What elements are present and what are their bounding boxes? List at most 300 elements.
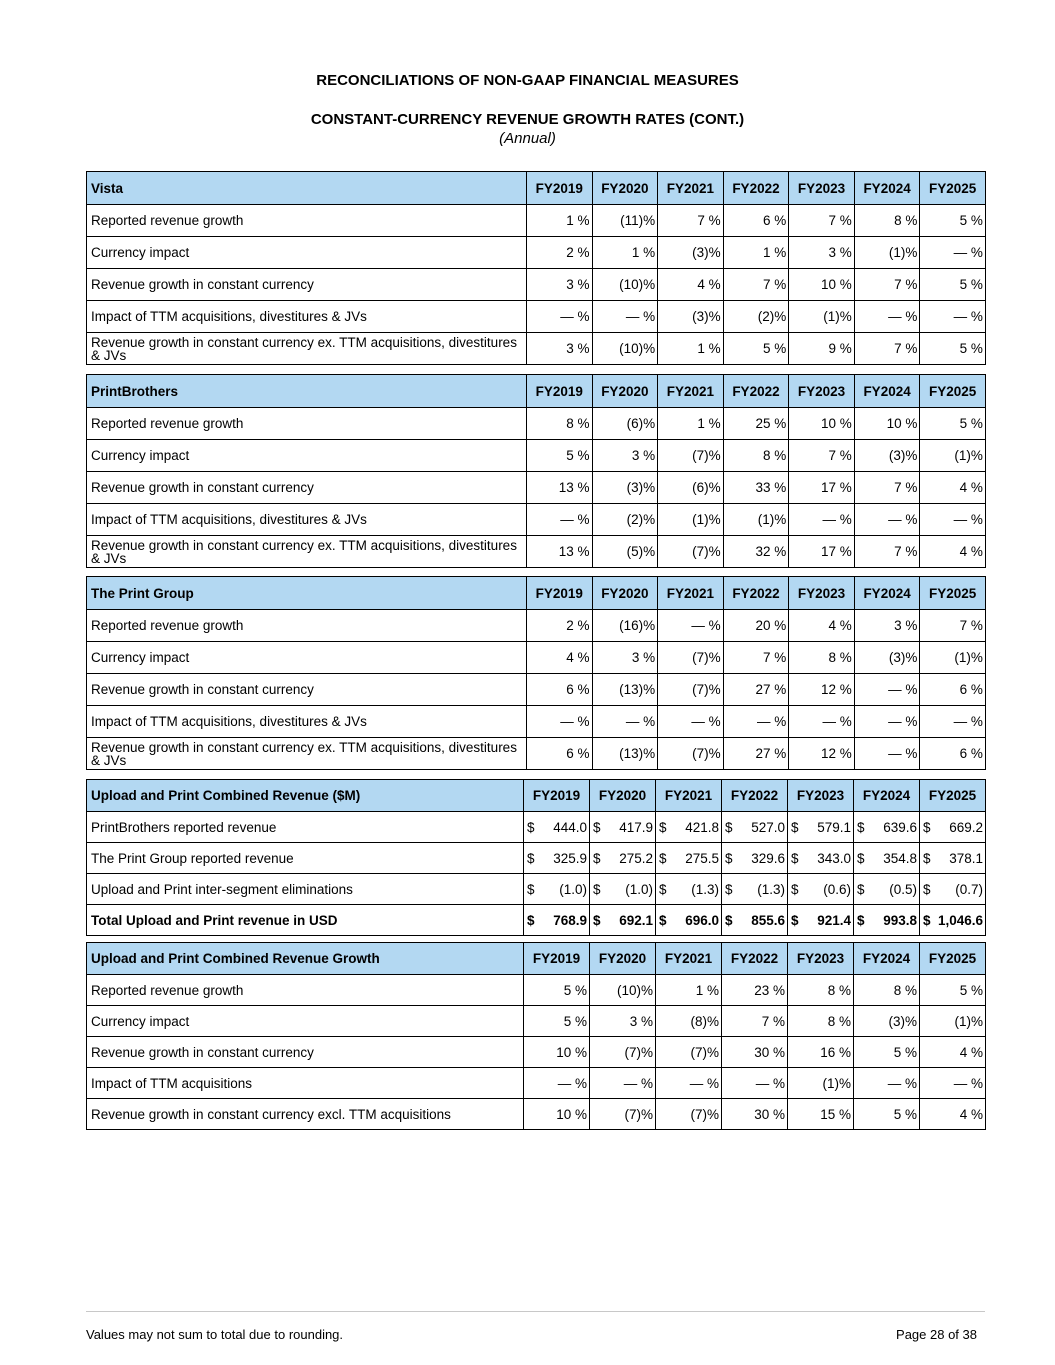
table-row [87, 874, 986, 905]
table-row [87, 610, 986, 642]
row-label: Currency impact [87, 440, 527, 472]
cell-value: 6 % [920, 738, 986, 770]
table-row [87, 1099, 986, 1130]
cell-value: (7)% [656, 1037, 722, 1068]
cell-value: 9 % [789, 333, 855, 365]
cell-value: — % [854, 301, 920, 333]
cell-value: (1)% [854, 237, 920, 269]
cell-value: — % [527, 706, 593, 738]
cell-value: 8 % [527, 408, 593, 440]
year-header: FY2019 [527, 375, 593, 408]
currency-symbol: $ [593, 850, 601, 866]
table-title: Upload and Print Combined Revenue ($M) [87, 780, 524, 812]
currency-symbol: $ [923, 912, 931, 928]
cell-value: — % [854, 706, 920, 738]
currency-symbol: $ [593, 881, 601, 897]
currency-symbol: $ [791, 819, 799, 835]
table-row [87, 674, 986, 706]
cell-value: 3 % [590, 1006, 656, 1037]
cell-value: 23 % [722, 975, 788, 1006]
cell-value: 12 % [789, 674, 855, 706]
year-header: FY2020 [592, 172, 658, 205]
cell-value: (3)% [658, 301, 724, 333]
row-label: Currency impact [87, 237, 527, 269]
cell-value: — % [722, 1068, 788, 1099]
cell-value: 10 % [789, 269, 855, 301]
cell-value: 3 % [789, 237, 855, 269]
row-label: Reported revenue growth [87, 975, 524, 1006]
cell-value: — % [920, 504, 986, 536]
cell-value: (13)% [592, 674, 658, 706]
currency-cell [656, 874, 722, 905]
cell-value: (3)% [854, 440, 920, 472]
cell-value: (6)% [658, 472, 724, 504]
table-title: Upload and Print Combined Revenue Growth [87, 943, 524, 975]
currency-symbol: $ [725, 881, 733, 897]
cell-value: 27 % [723, 674, 789, 706]
row-label: Revenue growth in constant currency ex. TTM acquisitions, divestitures & JVs [87, 738, 527, 770]
row-label: Upload and Print inter-segment eliminations [87, 874, 524, 905]
cell-value: (10)% [592, 333, 658, 365]
year-header: FY2019 [527, 172, 593, 205]
cell-value: 32 % [723, 536, 789, 568]
currency-symbol: $ [725, 819, 733, 835]
cell-value: 7 % [920, 610, 986, 642]
cell-value: — % [920, 237, 986, 269]
cell-value: (1)% [788, 1068, 854, 1099]
cell-value: — % [920, 301, 986, 333]
cell-value: — % [789, 504, 855, 536]
currency-cell [854, 874, 920, 905]
cell-value: 7 % [789, 440, 855, 472]
cell-value: — % [527, 504, 593, 536]
currency-cell [722, 812, 788, 843]
row-label: Impact of TTM acquisitions, divestitures & JVs [87, 706, 527, 738]
cell-value: 5 % [723, 333, 789, 365]
table-header-row [87, 577, 986, 610]
currency-cell [854, 812, 920, 843]
table-row [87, 408, 986, 440]
cell-value: 13 % [527, 472, 593, 504]
table-row [87, 269, 986, 301]
cell-value: (8)% [656, 1006, 722, 1037]
cell-value: 3 % [527, 333, 593, 365]
cell-value: 7 % [723, 642, 789, 674]
footer-note: Values may not sum to total due to rounding. [86, 1327, 344, 1342]
cell-value: (0.5) [889, 881, 917, 897]
cell-value: 1 % [592, 237, 658, 269]
table-row [87, 738, 986, 770]
currency-symbol: $ [923, 850, 931, 866]
cell-value: — % [854, 674, 920, 706]
year-header: FY2021 [656, 780, 722, 812]
cell-value: — % [592, 301, 658, 333]
cell-value: 4 % [920, 472, 986, 504]
currency-cell [524, 905, 590, 936]
cell-value: 5 % [527, 440, 593, 472]
cell-value: (3)% [592, 472, 658, 504]
cell-value: 417.9 [619, 819, 653, 835]
row-label: Revenue growth in constant currency [87, 269, 527, 301]
row-label: Currency impact [87, 642, 527, 674]
row-label: Revenue growth in constant currency ex. TTM acquisitions, divestitures & JVs [87, 536, 527, 568]
currency-symbol: $ [791, 912, 799, 928]
row-label: Impact of TTM acquisitions [87, 1068, 524, 1099]
year-header: FY2023 [789, 577, 855, 610]
cell-value: (1)% [723, 504, 789, 536]
cell-value: 639.6 [883, 819, 917, 835]
cell-value: 7 % [854, 472, 920, 504]
currency-cell [722, 843, 788, 874]
table-header-row [87, 943, 986, 975]
table-row [87, 812, 986, 843]
cell-value: 6 % [920, 674, 986, 706]
row-label: The Print Group reported revenue [87, 843, 524, 874]
cell-value: (1.0) [559, 881, 587, 897]
cell-value: 1 % [658, 408, 724, 440]
row-label: Total Upload and Print revenue in USD [87, 905, 524, 936]
cell-value: (10)% [592, 269, 658, 301]
cell-value: 696.0 [685, 912, 719, 928]
year-header: FY2022 [723, 375, 789, 408]
row-label: Revenue growth in constant currency [87, 674, 527, 706]
page-title: RECONCILIATIONS OF NON-GAAP FINANCIAL MEASURES [316, 72, 739, 89]
year-header: FY2024 [854, 577, 920, 610]
year-header: FY2024 [854, 172, 920, 205]
cell-value: 8 % [854, 975, 920, 1006]
cell-value: (1.3) [691, 881, 719, 897]
cell-value: 325.9 [553, 850, 587, 866]
table-header-row [87, 375, 986, 408]
cell-value: — % [723, 706, 789, 738]
cell-value: 354.8 [883, 850, 917, 866]
cell-value: — % [854, 1068, 920, 1099]
year-header: FY2023 [788, 943, 854, 975]
cell-value: (10)% [590, 975, 656, 1006]
currency-cell [590, 874, 656, 905]
year-header: FY2021 [656, 943, 722, 975]
table-row [87, 440, 986, 472]
cell-value: — % [854, 738, 920, 770]
currency-symbol: $ [857, 819, 865, 835]
cell-value: 15 % [788, 1099, 854, 1130]
cell-value: — % [527, 301, 593, 333]
row-label: Revenue growth in constant currency ex. TTM acquisitions, divestitures & JVs [87, 333, 527, 365]
cell-value: 4 % [789, 610, 855, 642]
table-5 [86, 942, 986, 1130]
table-row [87, 975, 986, 1006]
currency-symbol: $ [791, 850, 799, 866]
year-header: FY2022 [723, 172, 789, 205]
year-header: FY2022 [722, 780, 788, 812]
cell-value: (1.3) [757, 881, 785, 897]
currency-symbol: $ [527, 850, 535, 866]
currency-cell [788, 812, 854, 843]
cell-value: 13 % [527, 536, 593, 568]
year-header: FY2023 [788, 780, 854, 812]
cell-value: 7 % [789, 205, 855, 237]
cell-value: 7 % [722, 1006, 788, 1037]
cell-value: 3 % [527, 269, 593, 301]
cell-value: 12 % [789, 738, 855, 770]
cell-value: (0.7) [955, 881, 983, 897]
cell-value: 6 % [527, 738, 593, 770]
cell-value: 4 % [527, 642, 593, 674]
cell-value: 10 % [854, 408, 920, 440]
cell-value: 993.8 [883, 912, 917, 928]
currency-cell [656, 843, 722, 874]
cell-value: 5 % [920, 205, 986, 237]
cell-value: 16 % [788, 1037, 854, 1068]
year-header: FY2019 [524, 780, 590, 812]
currency-symbol: $ [659, 850, 667, 866]
currency-symbol: $ [725, 912, 733, 928]
cell-value: (7)% [658, 674, 724, 706]
cell-value: 6 % [527, 674, 593, 706]
row-label: Revenue growth in constant currency [87, 1037, 524, 1068]
table-title: The Print Group [87, 577, 527, 610]
cell-value: 5 % [854, 1037, 920, 1068]
row-label: Impact of TTM acquisitions, divestitures & JVs [87, 301, 527, 333]
row-label: Revenue growth in constant currency [87, 472, 527, 504]
cell-value: 5 % [920, 269, 986, 301]
table-row [87, 504, 986, 536]
year-header: FY2021 [658, 577, 724, 610]
cell-value: 3 % [592, 440, 658, 472]
year-header: FY2019 [524, 943, 590, 975]
cell-value: 25 % [723, 408, 789, 440]
table-4 [86, 779, 986, 936]
cell-value: 527.0 [751, 819, 785, 835]
cell-value: 444.0 [553, 819, 587, 835]
table-row [87, 237, 986, 269]
cell-value: 692.1 [619, 912, 653, 928]
year-header: FY2024 [854, 780, 920, 812]
cell-value: 33 % [723, 472, 789, 504]
cell-value: (3)% [658, 237, 724, 269]
currency-cell [920, 843, 986, 874]
cell-value: (2)% [592, 504, 658, 536]
cell-value: 27 % [723, 738, 789, 770]
footer-divider [86, 1311, 985, 1312]
currency-cell [656, 812, 722, 843]
cell-value: — % [656, 1068, 722, 1099]
cell-value: 275.5 [685, 850, 719, 866]
cell-value: 7 % [854, 333, 920, 365]
currency-cell [656, 905, 722, 936]
table-row [87, 301, 986, 333]
cell-value: (1)% [920, 642, 986, 674]
cell-value: 7 % [854, 536, 920, 568]
year-header: FY2025 [920, 577, 986, 610]
cell-value: (7)% [658, 440, 724, 472]
currency-symbol: $ [527, 912, 535, 928]
cell-value: (3)% [854, 642, 920, 674]
row-label: Reported revenue growth [87, 610, 527, 642]
currency-symbol: $ [593, 819, 601, 835]
cell-value: 10 % [789, 408, 855, 440]
currency-cell [590, 905, 656, 936]
cell-value: 3 % [854, 610, 920, 642]
cell-value: (1)% [920, 1006, 986, 1037]
cell-value: 4 % [920, 1037, 986, 1068]
row-label: Reported revenue growth [87, 408, 527, 440]
currency-cell [920, 905, 986, 936]
year-header: FY2022 [722, 943, 788, 975]
cell-value: 329.6 [751, 850, 785, 866]
cell-value: 579.1 [817, 819, 851, 835]
year-header: FY2025 [920, 375, 986, 408]
cell-value: 921.4 [817, 912, 851, 928]
currency-symbol: $ [791, 881, 799, 897]
table-3 [86, 576, 986, 770]
currency-symbol: $ [857, 912, 865, 928]
table-row [87, 706, 986, 738]
currency-cell [722, 874, 788, 905]
currency-symbol: $ [593, 912, 601, 928]
currency-cell [788, 874, 854, 905]
cell-value: — % [658, 610, 724, 642]
cell-value: 669.2 [949, 819, 983, 835]
table-row [87, 905, 986, 936]
cell-value: 5 % [920, 408, 986, 440]
cell-value: (1)% [658, 504, 724, 536]
cell-value: 3 % [592, 642, 658, 674]
row-label: PrintBrothers reported revenue [87, 812, 524, 843]
cell-value: — % [854, 504, 920, 536]
cell-value: 2 % [527, 237, 593, 269]
page-number: Page 28 of 38 [896, 1327, 977, 1342]
row-label: Revenue growth in constant currency excl. TTM acquisitions [87, 1099, 524, 1130]
year-header: FY2020 [590, 780, 656, 812]
table-row [87, 1037, 986, 1068]
cell-value: 5 % [920, 333, 986, 365]
cell-value: (3)% [854, 1006, 920, 1037]
cell-value: 5 % [920, 975, 986, 1006]
cell-value: 855.6 [751, 912, 785, 928]
cell-value: 1 % [723, 237, 789, 269]
year-header: FY2021 [658, 375, 724, 408]
currency-cell [524, 812, 590, 843]
cell-value: 7 % [658, 205, 724, 237]
table-title: PrintBrothers [87, 375, 527, 408]
currency-cell [854, 905, 920, 936]
row-label: Currency impact [87, 1006, 524, 1037]
cell-value: 2 % [527, 610, 593, 642]
cell-value: — % [920, 706, 986, 738]
cell-value: (7)% [590, 1099, 656, 1130]
currency-symbol: $ [527, 881, 535, 897]
year-header: FY2025 [920, 943, 986, 975]
currency-cell [590, 843, 656, 874]
year-header: FY2024 [854, 943, 920, 975]
currency-cell [920, 874, 986, 905]
row-label: Reported revenue growth [87, 205, 527, 237]
table-row [87, 536, 986, 568]
cell-value: 421.8 [685, 819, 719, 835]
cell-value: 8 % [723, 440, 789, 472]
currency-cell [524, 874, 590, 905]
cell-value: — % [590, 1068, 656, 1099]
table-title: Vista [87, 172, 527, 205]
cell-value: (13)% [592, 738, 658, 770]
cell-value: 5 % [854, 1099, 920, 1130]
cell-value: 4 % [920, 536, 986, 568]
cell-value: 5 % [524, 975, 590, 1006]
cell-value: — % [920, 1068, 986, 1099]
cell-value: 1 % [658, 333, 724, 365]
table-row [87, 333, 986, 365]
table-row [87, 843, 986, 874]
table-row [87, 642, 986, 674]
table-row [87, 205, 986, 237]
cell-value: 17 % [789, 472, 855, 504]
period-label: (Annual) [499, 130, 556, 147]
cell-value: (16)% [592, 610, 658, 642]
currency-symbol: $ [659, 819, 667, 835]
cell-value: — % [658, 706, 724, 738]
cell-value: 30 % [722, 1099, 788, 1130]
currency-cell [788, 905, 854, 936]
cell-value: 30 % [722, 1037, 788, 1068]
currency-cell [722, 905, 788, 936]
cell-value: 20 % [723, 610, 789, 642]
cell-value: (7)% [658, 642, 724, 674]
cell-value: 4 % [920, 1099, 986, 1130]
cell-value: 343.0 [817, 850, 851, 866]
table-row [87, 1068, 986, 1099]
cell-value: (5)% [592, 536, 658, 568]
cell-value: — % [789, 706, 855, 738]
cell-value: (1)% [920, 440, 986, 472]
cell-value: 10 % [524, 1099, 590, 1130]
currency-symbol: $ [659, 881, 667, 897]
currency-symbol: $ [857, 850, 865, 866]
currency-symbol: $ [725, 850, 733, 866]
currency-symbol: $ [857, 881, 865, 897]
year-header: FY2021 [658, 172, 724, 205]
cell-value: 8 % [854, 205, 920, 237]
cell-value: 8 % [789, 642, 855, 674]
cell-value: 7 % [854, 269, 920, 301]
cell-value: (2)% [723, 301, 789, 333]
row-label: Impact of TTM acquisitions, divestitures & JVs [87, 504, 527, 536]
year-header: FY2022 [723, 577, 789, 610]
cell-value: (0.6) [823, 881, 851, 897]
table-1 [86, 171, 986, 365]
currency-cell [920, 812, 986, 843]
table-row [87, 472, 986, 504]
cell-value: 17 % [789, 536, 855, 568]
cell-value: (11)% [592, 205, 658, 237]
currency-cell [854, 843, 920, 874]
year-header: FY2025 [920, 780, 986, 812]
year-header: FY2020 [592, 577, 658, 610]
year-header: FY2024 [854, 375, 920, 408]
cell-value: — % [592, 706, 658, 738]
year-header: FY2020 [592, 375, 658, 408]
year-header: FY2023 [789, 375, 855, 408]
year-header: FY2019 [527, 577, 593, 610]
currency-symbol: $ [923, 881, 931, 897]
currency-cell [788, 843, 854, 874]
currency-symbol: $ [659, 912, 667, 928]
year-header: FY2025 [920, 172, 986, 205]
year-header: FY2020 [590, 943, 656, 975]
cell-value: 7 % [723, 269, 789, 301]
cell-value: 1,046.6 [937, 912, 983, 928]
cell-value: 4 % [658, 269, 724, 301]
